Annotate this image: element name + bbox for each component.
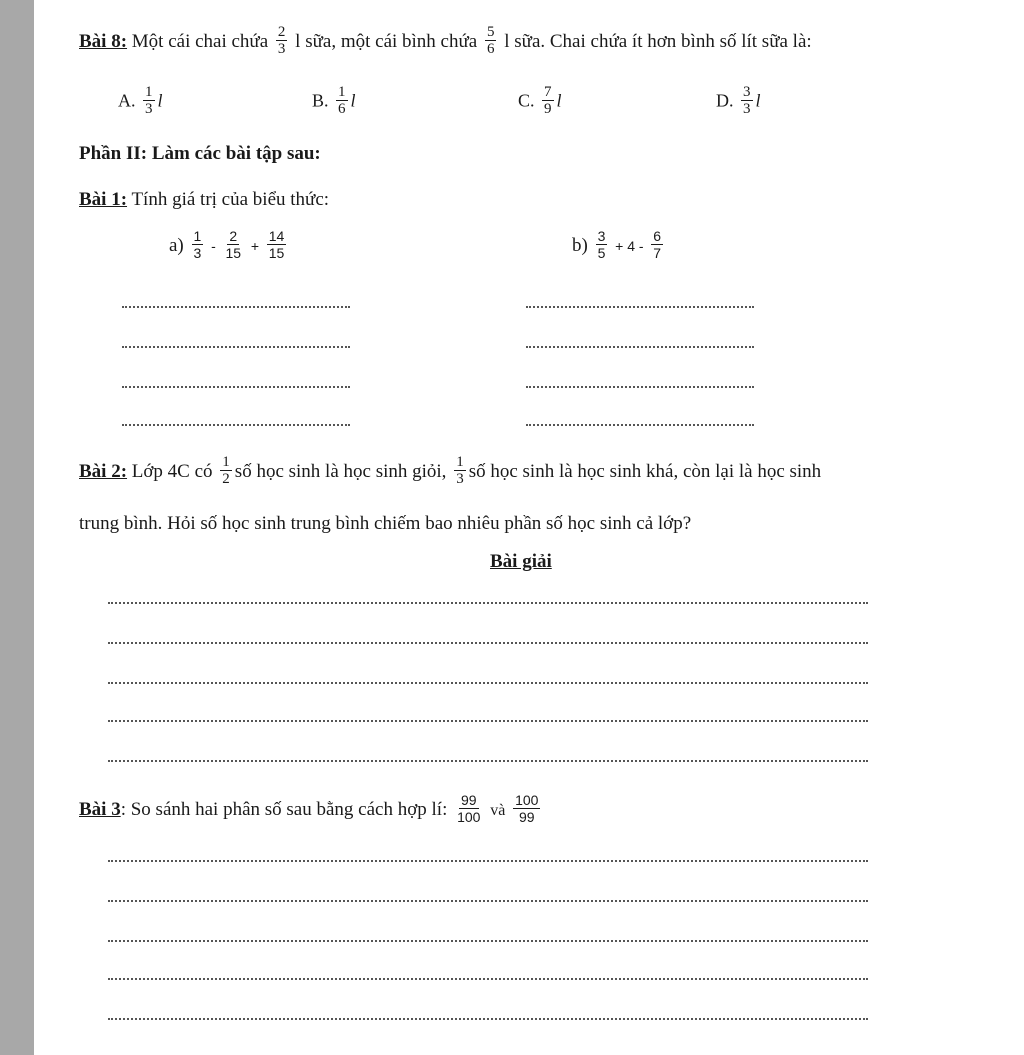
bai1-b-answer-line[interactable] <box>526 424 754 426</box>
bai8-fraction-jar: $\frac{5}{6}$ <box>486 24 495 57</box>
bai2-question-line2: trung bình. Hỏi số học sinh trung bình chiếm bao nhiêu phần số học sinh cả lớp? <box>79 513 692 534</box>
bai8-fraction-bottle: $\frac{2}{3}$ <box>277 24 286 57</box>
bai1-b-answer-line[interactable] <box>526 386 754 388</box>
bai3-answer-line[interactable] <box>108 860 868 862</box>
bai8-question <box>79 26 812 59</box>
bai3-answer-line[interactable] <box>108 940 868 942</box>
bai2-answer-line[interactable] <box>108 602 868 604</box>
bai2-answer-line[interactable] <box>108 682 868 684</box>
bai2-question: Bài 2: Lớp 4C có $\frac{1}{2}$ số học sinh là học sinh giỏi, $\frac{1}{3}$ số học sinh là học sinh khá, còn lại là học sinh <box>79 454 822 487</box>
bai1-a-answer-line[interactable] <box>122 306 350 308</box>
bai3-question: Bài 3: So sánh hai phân số sau bằng cách hợp lí: $\frac{99}{100}$ và $\frac{100}{99}$ <box>79 792 539 825</box>
bai8-option-c[interactable]: C. $\frac{7}{9}$ l <box>518 84 562 117</box>
bai2-solution-title: Bài giải <box>490 551 552 572</box>
bai1-expression-a: a) $\frac{1}{3}$ - $\frac{2}{15}$ + $\frac{14}{15}$ <box>169 228 285 261</box>
bai3-label: Bài 3 <box>79 798 121 820</box>
bai2-answer-line[interactable] <box>108 760 868 762</box>
bai1-question <box>79 188 329 212</box>
bai8-option-a[interactable]: A. $\frac{1}{3}$ l <box>118 84 163 117</box>
worksheet-page <box>34 0 1024 1055</box>
bai1-expression-b: b) $\frac{3}{5}$ + 4 - $\frac{6}{7}$ <box>572 228 662 261</box>
bai1-a-answer-line[interactable] <box>122 346 350 348</box>
bai3-answer-line[interactable] <box>108 1018 868 1020</box>
bai3-answer-line[interactable] <box>108 978 868 980</box>
bai2-answer-line[interactable] <box>108 642 868 644</box>
bai8-text-1: Một cái chai chứa <box>131 30 269 52</box>
bai8-option-d[interactable]: D. $\frac{3}{3}$ l <box>716 84 761 117</box>
bai8-option-b[interactable]: B. $\frac{1}{6}$ l <box>312 84 356 117</box>
bai3-answer-line[interactable] <box>108 900 868 902</box>
bai8-text-3: l sữa. Chai chứa ít hơn bình số lít sữa là: <box>504 30 812 52</box>
part2-title: Phần II: Làm các bài tập sau: <box>79 143 321 164</box>
bai1-b-answer-line[interactable] <box>526 306 754 308</box>
bai1-label: Bài 1: <box>79 189 128 210</box>
bai1-a-answer-line[interactable] <box>122 424 350 426</box>
bai1-a-answer-line[interactable] <box>122 386 350 388</box>
bai1-b-answer-line[interactable] <box>526 346 754 348</box>
bai2-label: Bài 2: <box>79 460 128 482</box>
bai8-label: Bài 8: <box>79 30 128 52</box>
bai2-answer-line[interactable] <box>108 720 868 722</box>
bai1-text: Tính giá trị của biểu thức: <box>131 189 330 210</box>
bai8-text-2: l sữa, một cái bình chứa <box>295 30 478 52</box>
